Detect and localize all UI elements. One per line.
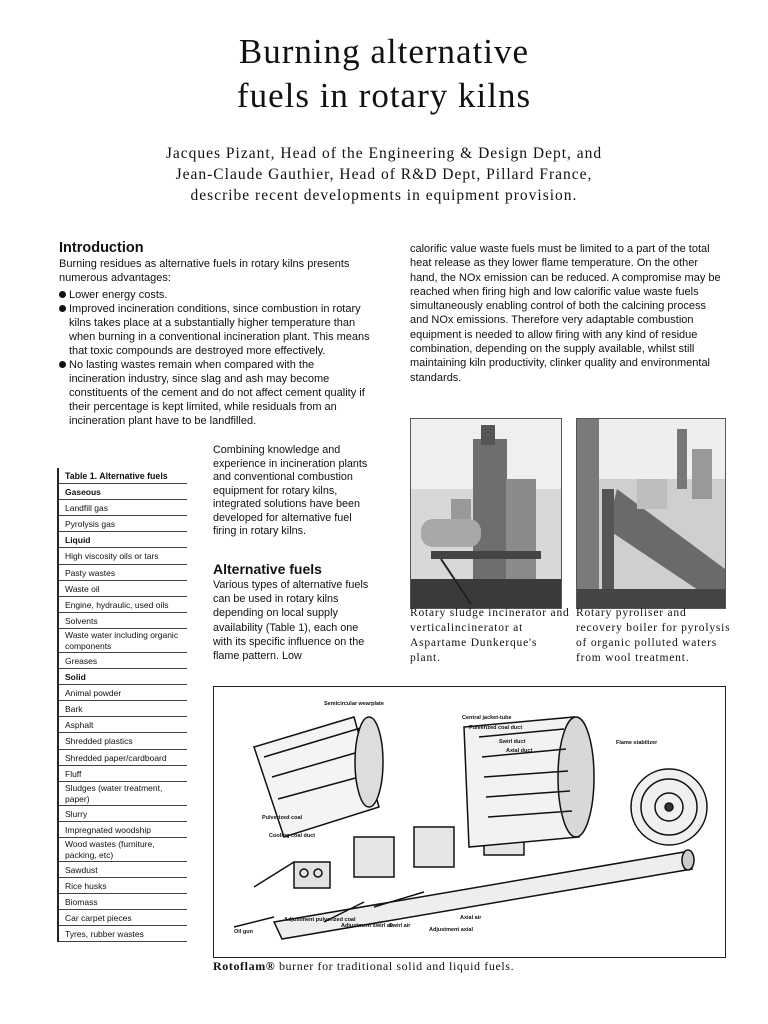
table-row: Car carpet pieces bbox=[59, 910, 187, 926]
alternative-fuels-table bbox=[57, 468, 187, 942]
byline-line-3: describe recent developments in equipment provision. bbox=[190, 187, 578, 204]
byline-line-1: Jacques Pizant, Head of the Engineering & Design Dept, and bbox=[165, 145, 603, 162]
rotary-sludge-incinerator-photo bbox=[410, 418, 562, 609]
rotoflam-burner-diagram bbox=[213, 686, 726, 958]
table-row: Asphalt bbox=[59, 717, 187, 733]
rotary-pyroliser-photo bbox=[576, 418, 726, 609]
article-title bbox=[0, 30, 768, 118]
bullet-item bbox=[59, 288, 372, 302]
table-row: Impregnated woodship bbox=[59, 822, 187, 838]
byline bbox=[0, 143, 768, 206]
diagram-label: Axial duct bbox=[506, 748, 533, 754]
byline-line-2: Jean-Claude Gauthier, Head of R&D Dept, Pillard France, bbox=[175, 166, 593, 183]
table-category-row: Solid bbox=[59, 669, 187, 685]
bullet-icon bbox=[59, 291, 66, 298]
diagram-label: Pulverized coal bbox=[262, 815, 303, 821]
title-line-1: Burning alternative bbox=[238, 32, 530, 71]
table-row: Solvents bbox=[59, 613, 187, 629]
table-row: Engine, hydraulic, used oils bbox=[59, 597, 187, 613]
brand-name: Rotoflam® bbox=[213, 959, 276, 973]
alternative-fuels-text: Various types of alternative fuels can be used in rotary kilns depending on local supply availability (Table 1), each one with its specific influence on the flame pattern. Low bbox=[213, 579, 369, 663]
right-column-text: calorific value waste fuels must be limited to a part of the total heat release as they lower flame temperature. On the other hand, the NOx emission can be reduced. A compromise may be reached when firing high and low calorific value waste fuels simultaneously enabling control of both the calcining process and NOx emissions. Therefore very adaptable combustion equipment is needed to allow firing with any kind of residue combination, depending on the supply available, whilst still maintaining kiln productivity, clinker quality and environmental standards. bbox=[410, 243, 721, 384]
table-row: Animal powder bbox=[59, 685, 187, 701]
introduction-body bbox=[59, 257, 372, 428]
incinerator-illustration bbox=[411, 419, 561, 608]
table-category-row: Liquid bbox=[59, 532, 187, 548]
diagram-label: Flame stabilizer bbox=[616, 740, 658, 746]
table-row: High viscosity oils or tars bbox=[59, 548, 187, 564]
table-title: Table 1. Alternative fuels bbox=[59, 468, 187, 484]
combining-paragraph: Combining knowledge and experience in incineration plants and conventional combustion equipment for rotary kilns, integrated solutions have been developed for alternative fuel firing in rotary kilns. bbox=[213, 444, 368, 537]
table-row: Fluff bbox=[59, 766, 187, 782]
table-row: Sludges (water treatment, paper) bbox=[59, 782, 187, 806]
table-row: Shredded plastics bbox=[59, 733, 187, 749]
table-row: Biomass bbox=[59, 894, 187, 910]
diagram-label: Adjustment pulverized coal bbox=[284, 917, 356, 923]
bullet-item bbox=[59, 358, 372, 428]
bullet-icon bbox=[59, 305, 66, 312]
bullet-item bbox=[59, 302, 372, 358]
table-row: Greases bbox=[59, 653, 187, 669]
bullet-text: Lower energy costs. bbox=[69, 289, 168, 301]
diagram-label: Central jacket-tube bbox=[462, 715, 512, 721]
introduction-lead: Burning residues as alternative fuels in rotary kilns presents numerous advantages: bbox=[59, 258, 350, 284]
diagram-label: Swirl duct bbox=[499, 739, 526, 745]
bullet-text: Improved incineration conditions, since combustion in rotary kilns takes place at a substantially higher temperature than when burning in a conventional incineration plant. This means that toxic compounds are destroyed more effectively. bbox=[69, 303, 370, 357]
diagram-label: Semicircular wearplate bbox=[324, 701, 384, 707]
table-row: Landfill gas bbox=[59, 500, 187, 516]
diagram-caption bbox=[213, 959, 514, 974]
diagram-label: Axial air bbox=[460, 915, 482, 921]
table-row: Waste oil bbox=[59, 581, 187, 597]
table-row: Waste water including organic components bbox=[59, 629, 187, 653]
introduction-heading: Introduction bbox=[59, 240, 144, 256]
bullet-text: No lasting wastes remain when compared with the incineration industry, since slag and ash may become constituents of the cement and do not affect cement quality if their percentage is kept limited, while residuals from an incineration plant have to be landfilled. bbox=[69, 359, 365, 427]
caption-text: burner for traditional solid and liquid fuels. bbox=[275, 959, 515, 973]
diagram-label: Adjustment axial bbox=[429, 927, 474, 933]
table-category-row: Gaseous bbox=[59, 484, 187, 500]
table-row: Pyrolysis gas bbox=[59, 516, 187, 532]
diagram-label: Swirl air bbox=[389, 923, 411, 929]
title-line-2: fuels in rotary kilns bbox=[236, 76, 532, 115]
diagram-label: Pulverized coal duct bbox=[469, 725, 523, 731]
diagram-label: Cooling coal duct bbox=[269, 833, 316, 839]
alternative-fuels-heading: Alternative fuels bbox=[213, 561, 322, 577]
table-row: Shredded paper/cardboard bbox=[59, 750, 187, 766]
bullet-icon bbox=[59, 361, 66, 368]
table-row: Pasty wastes bbox=[59, 565, 187, 581]
right-photo-caption: Rotary pyroliser and recovery boiler for pyrolysis of organic polluted waters from wool treatment. bbox=[576, 607, 731, 664]
table-row: Sawdust bbox=[59, 862, 187, 878]
table-row: Tyres, rubber wastes bbox=[59, 926, 187, 942]
diagram-label: Adjustment swirl air bbox=[341, 923, 394, 929]
left-photo-caption: Rotary sludge incinerator and verticalincinerator at Aspartame Dunkerque's plant. bbox=[410, 607, 570, 664]
table-row: Wood wastes (furniture, packing, etc) bbox=[59, 838, 187, 862]
table-row: Slurry bbox=[59, 806, 187, 822]
pyroliser-illustration bbox=[577, 419, 725, 608]
table-rows bbox=[59, 484, 187, 942]
table-row: Rice husks bbox=[59, 878, 187, 894]
table-row: Bark bbox=[59, 701, 187, 717]
diagram-label: Oil gun bbox=[234, 929, 253, 935]
